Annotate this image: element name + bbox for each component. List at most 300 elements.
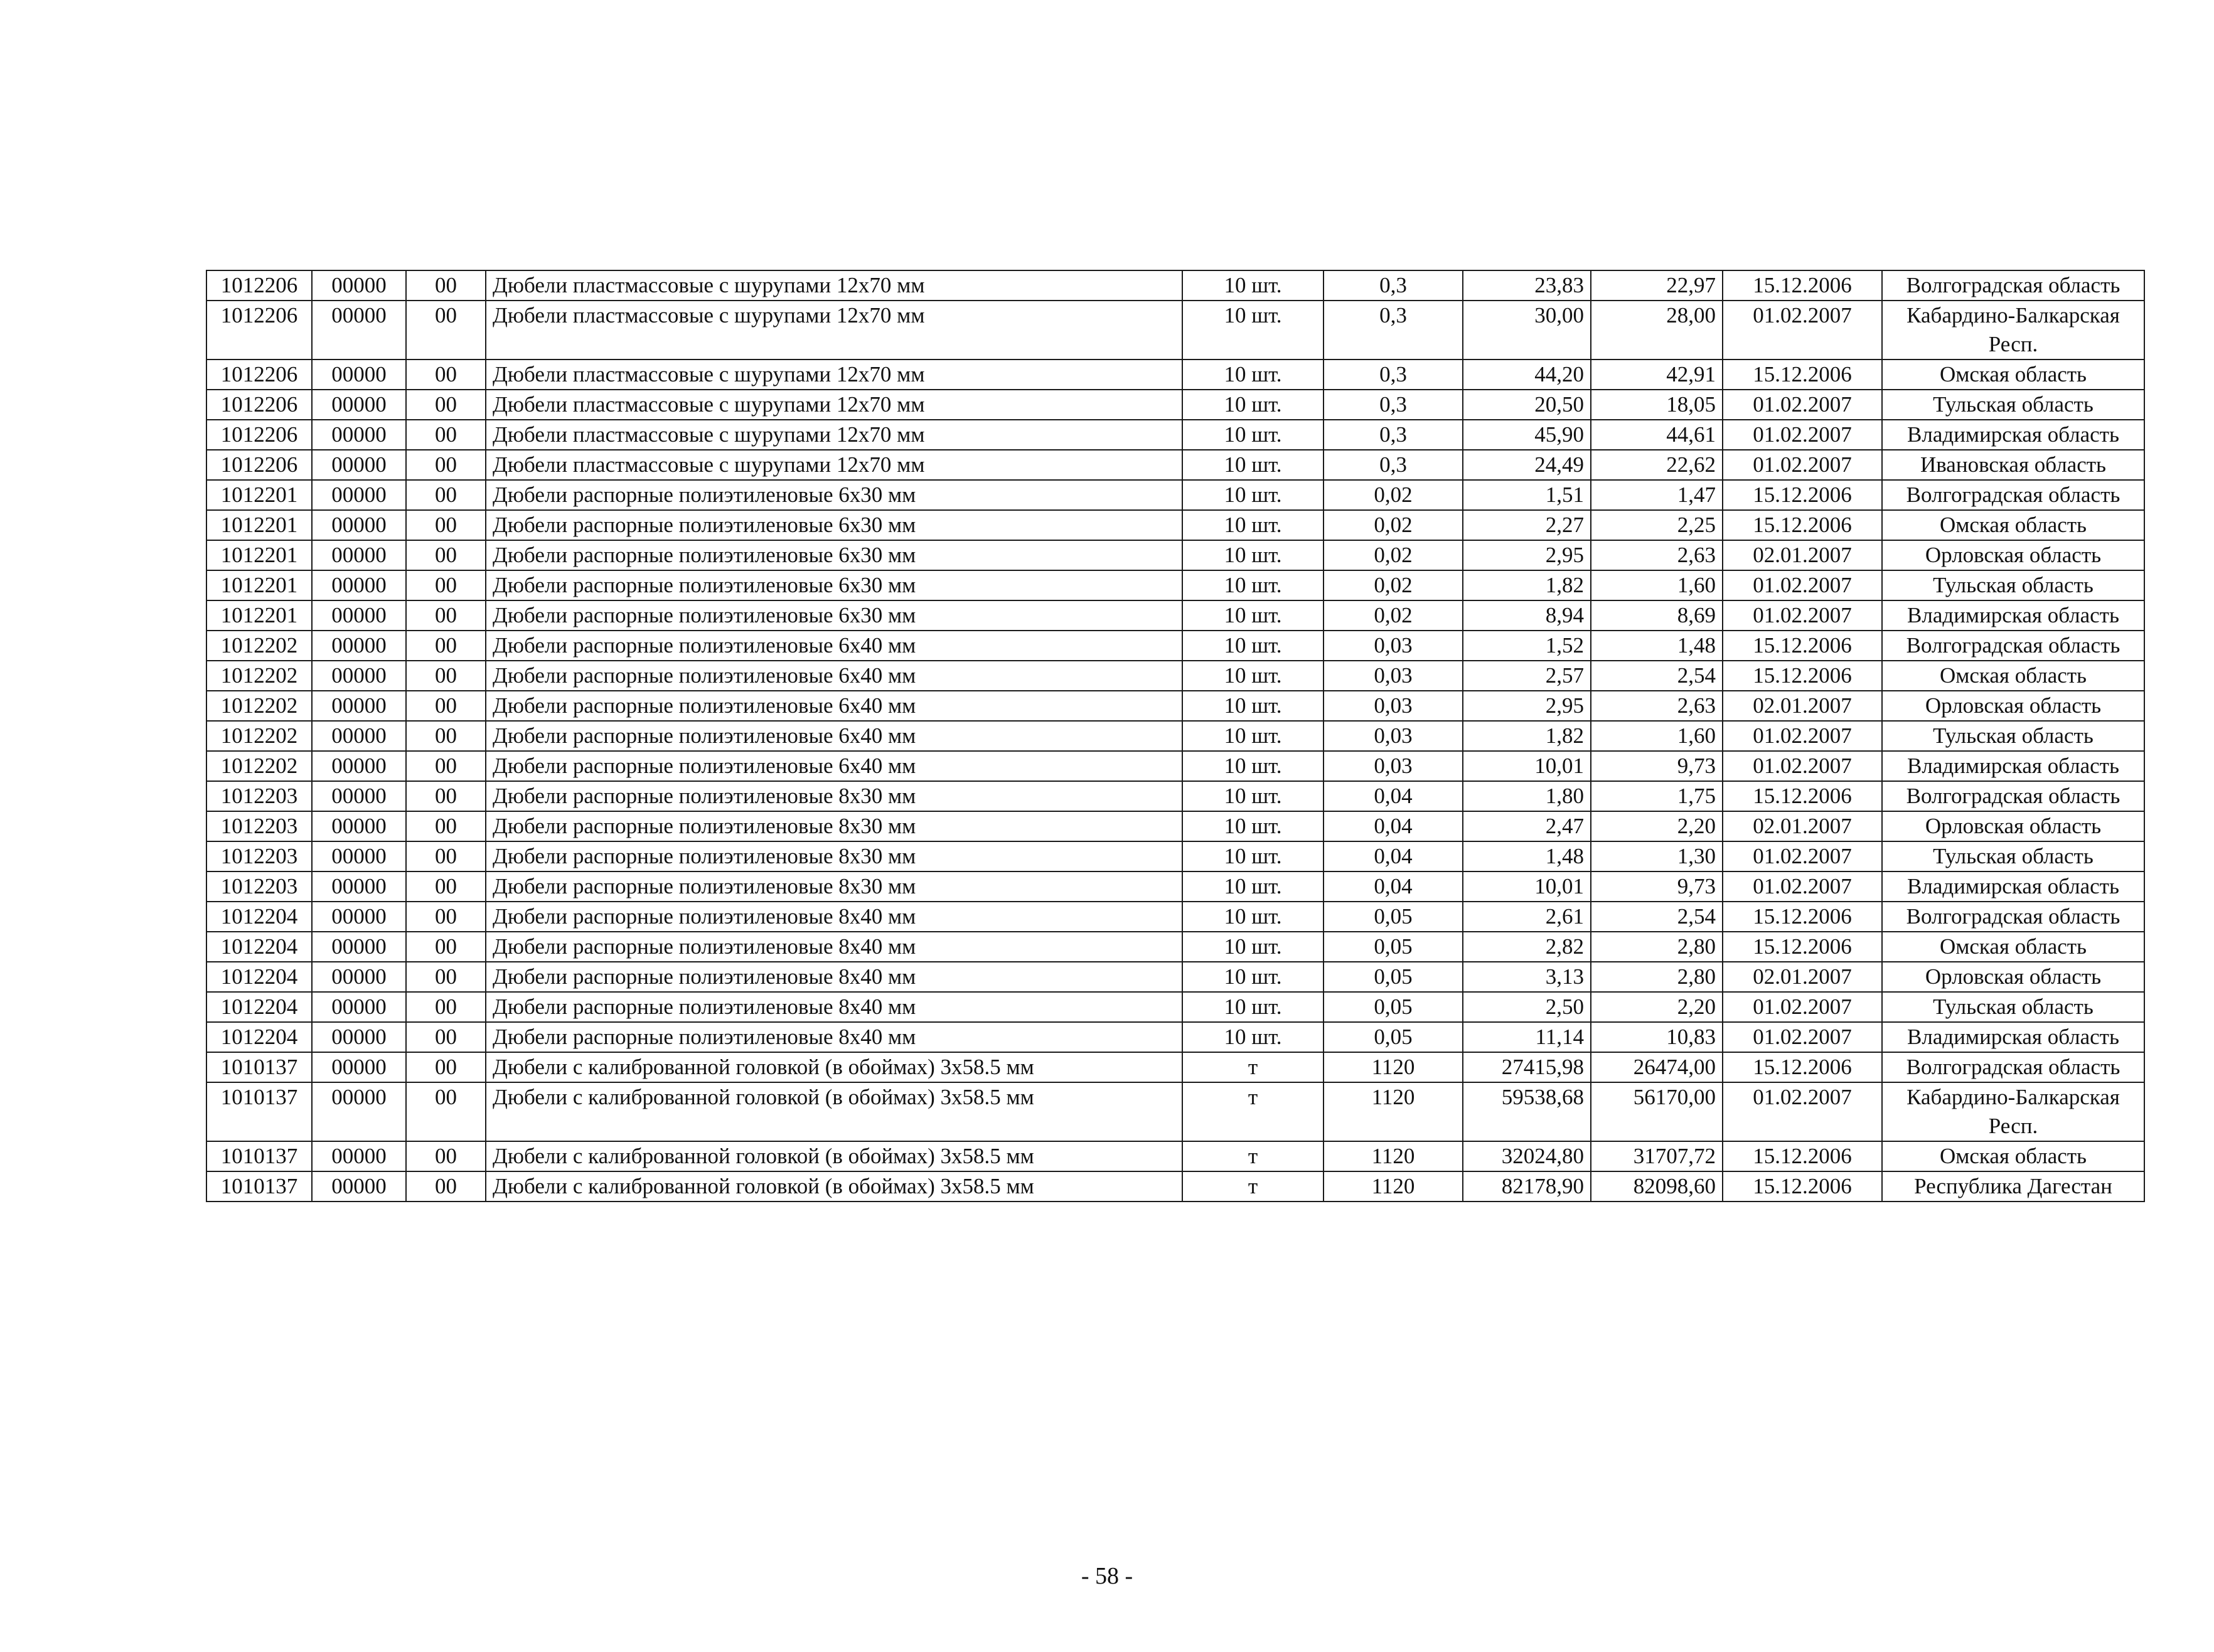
product-code-cell: 1012206	[206, 450, 312, 480]
date-cell: 15.12.2006	[1723, 510, 1882, 540]
price-without-vat-cell: 2,80	[1591, 962, 1723, 992]
price-with-vat-cell: 20,50	[1463, 390, 1591, 420]
weight-cell: 0,02	[1324, 540, 1463, 570]
unit-cell: 10 шт.	[1182, 480, 1324, 510]
region-cell: Владимирская область	[1882, 871, 2144, 902]
price-table	[206, 270, 2145, 1202]
sub-code-cell: 00000	[312, 450, 406, 480]
unit-cell: 10 шт.	[1182, 1022, 1324, 1052]
weight-cell: 0,02	[1324, 570, 1463, 600]
region-cell: Орловская область	[1882, 540, 2144, 570]
table-row	[206, 691, 2144, 721]
product-code-cell: 1012201	[206, 480, 312, 510]
unit-cell: 10 шт.	[1182, 932, 1324, 962]
date-cell: 15.12.2006	[1723, 631, 1882, 661]
date-cell: 01.02.2007	[1723, 570, 1882, 600]
unit-cell: 10 шт.	[1182, 841, 1324, 871]
product-code-cell: 1012206	[206, 360, 312, 390]
product-name-cell: Дюбели распорные полиэтиленовые 6х40 мм	[486, 721, 1182, 751]
weight-cell: 0,03	[1324, 691, 1463, 721]
price-with-vat-cell: 10,01	[1463, 751, 1591, 781]
weight-cell: 1120	[1324, 1141, 1463, 1171]
unit-cell: 10 шт.	[1182, 270, 1324, 301]
variant-code-cell: 00	[406, 841, 486, 871]
price-without-vat-cell: 1,60	[1591, 570, 1723, 600]
region-cell: Орловская область	[1882, 811, 2144, 841]
date-cell: 01.02.2007	[1723, 390, 1882, 420]
price-with-vat-cell: 45,90	[1463, 420, 1591, 450]
product-name-cell: Дюбели распорные полиэтиленовые 6х30 мм	[486, 480, 1182, 510]
product-name-cell: Дюбели пластмассовые с шурупами 12х70 мм	[486, 360, 1182, 390]
table-row	[206, 480, 2144, 510]
weight-cell: 0,02	[1324, 510, 1463, 540]
table-row	[206, 510, 2144, 540]
price-with-vat-cell: 59538,68	[1463, 1082, 1591, 1141]
weight-cell: 0,03	[1324, 751, 1463, 781]
table-row	[206, 902, 2144, 932]
price-without-vat-cell: 9,73	[1591, 751, 1723, 781]
product-code-cell: 1010137	[206, 1082, 312, 1141]
weight-cell: 0,05	[1324, 1022, 1463, 1052]
variant-code-cell: 00	[406, 510, 486, 540]
sub-code-cell: 00000	[312, 871, 406, 902]
product-name-cell: Дюбели пластмассовые с шурупами 12х70 мм	[486, 390, 1182, 420]
unit-cell: т	[1182, 1082, 1324, 1141]
sub-code-cell: 00000	[312, 721, 406, 751]
date-cell: 01.02.2007	[1723, 301, 1882, 360]
variant-code-cell: 00	[406, 1141, 486, 1171]
variant-code-cell: 00	[406, 751, 486, 781]
weight-cell: 0,02	[1324, 480, 1463, 510]
sub-code-cell: 00000	[312, 270, 406, 301]
product-code-cell: 1012204	[206, 1022, 312, 1052]
price-without-vat-cell: 1,48	[1591, 631, 1723, 661]
unit-cell: т	[1182, 1141, 1324, 1171]
table-row	[206, 841, 2144, 871]
price-without-vat-cell: 56170,00	[1591, 1082, 1723, 1141]
page-number: - 58 -	[1081, 1563, 1133, 1589]
price-with-vat-cell: 2,82	[1463, 932, 1591, 962]
region-cell: Тульская область	[1882, 721, 2144, 751]
product-code-cell: 1012203	[206, 811, 312, 841]
region-cell: Кабардино-Балкарская Респ.	[1882, 301, 2144, 360]
date-cell: 02.01.2007	[1723, 691, 1882, 721]
weight-cell: 0,05	[1324, 932, 1463, 962]
product-name-cell: Дюбели распорные полиэтиленовые 6х40 мм	[486, 751, 1182, 781]
product-name-cell: Дюбели пластмассовые с шурупами 12х70 мм	[486, 270, 1182, 301]
product-name-cell: Дюбели распорные полиэтиленовые 6х40 мм	[486, 691, 1182, 721]
date-cell: 01.02.2007	[1723, 992, 1882, 1022]
price-with-vat-cell: 3,13	[1463, 962, 1591, 992]
product-code-cell: 1012204	[206, 992, 312, 1022]
product-code-cell: 1012203	[206, 871, 312, 902]
region-cell: Орловская область	[1882, 691, 2144, 721]
table-row	[206, 1171, 2144, 1202]
region-cell: Омская область	[1882, 1141, 2144, 1171]
date-cell: 01.02.2007	[1723, 1022, 1882, 1052]
unit-cell: 10 шт.	[1182, 360, 1324, 390]
sub-code-cell: 00000	[312, 631, 406, 661]
product-name-cell: Дюбели распорные полиэтиленовые 6х40 мм	[486, 661, 1182, 691]
price-without-vat-cell: 44,61	[1591, 420, 1723, 450]
table-row	[206, 360, 2144, 390]
sub-code-cell: 00000	[312, 1141, 406, 1171]
region-cell: Владимирская область	[1882, 751, 2144, 781]
region-cell: Тульская область	[1882, 390, 2144, 420]
sub-code-cell: 00000	[312, 600, 406, 631]
unit-cell: 10 шт.	[1182, 570, 1324, 600]
sub-code-cell: 00000	[312, 1052, 406, 1082]
variant-code-cell: 00	[406, 301, 486, 360]
weight-cell: 0,3	[1324, 450, 1463, 480]
price-without-vat-cell: 1,75	[1591, 781, 1723, 811]
region-cell: Владимирская область	[1882, 1022, 2144, 1052]
date-cell: 15.12.2006	[1723, 661, 1882, 691]
sub-code-cell: 00000	[312, 962, 406, 992]
table-row	[206, 871, 2144, 902]
table-row	[206, 301, 2144, 360]
sub-code-cell: 00000	[312, 360, 406, 390]
product-name-cell: Дюбели распорные полиэтиленовые 8х40 мм	[486, 962, 1182, 992]
variant-code-cell: 00	[406, 480, 486, 510]
variant-code-cell: 00	[406, 631, 486, 661]
variant-code-cell: 00	[406, 691, 486, 721]
variant-code-cell: 00	[406, 270, 486, 301]
price-without-vat-cell: 2,80	[1591, 932, 1723, 962]
price-without-vat-cell: 2,54	[1591, 661, 1723, 691]
region-cell: Волгоградская область	[1882, 270, 2144, 301]
product-name-cell: Дюбели с калиброванной головкой (в обоймах) 3х58.5 мм	[486, 1082, 1182, 1141]
price-without-vat-cell: 26474,00	[1591, 1052, 1723, 1082]
date-cell: 15.12.2006	[1723, 360, 1882, 390]
price-with-vat-cell: 11,14	[1463, 1022, 1591, 1052]
product-code-cell: 1010137	[206, 1171, 312, 1202]
price-without-vat-cell: 1,47	[1591, 480, 1723, 510]
region-cell: Тульская область	[1882, 570, 2144, 600]
weight-cell: 0,04	[1324, 811, 1463, 841]
region-cell: Омская область	[1882, 510, 2144, 540]
price-without-vat-cell: 2,20	[1591, 811, 1723, 841]
table-row	[206, 450, 2144, 480]
price-without-vat-cell: 82098,60	[1591, 1171, 1723, 1202]
variant-code-cell: 00	[406, 540, 486, 570]
product-name-cell: Дюбели распорные полиэтиленовые 8х40 мм	[486, 902, 1182, 932]
date-cell: 02.01.2007	[1723, 962, 1882, 992]
weight-cell: 0,05	[1324, 902, 1463, 932]
price-with-vat-cell: 1,52	[1463, 631, 1591, 661]
table-row	[206, 540, 2144, 570]
table-row	[206, 661, 2144, 691]
variant-code-cell: 00	[406, 420, 486, 450]
weight-cell: 0,04	[1324, 841, 1463, 871]
weight-cell: 1120	[1324, 1171, 1463, 1202]
date-cell: 01.02.2007	[1723, 721, 1882, 751]
product-code-cell: 1012202	[206, 691, 312, 721]
sub-code-cell: 00000	[312, 301, 406, 360]
sub-code-cell: 00000	[312, 691, 406, 721]
price-with-vat-cell: 2,95	[1463, 691, 1591, 721]
region-cell: Омская область	[1882, 932, 2144, 962]
unit-cell: 10 шт.	[1182, 811, 1324, 841]
variant-code-cell: 00	[406, 1082, 486, 1141]
price-with-vat-cell: 32024,80	[1463, 1141, 1591, 1171]
product-code-cell: 1012201	[206, 540, 312, 570]
weight-cell: 1120	[1324, 1082, 1463, 1141]
product-code-cell: 1010137	[206, 1052, 312, 1082]
table-row	[206, 1052, 2144, 1082]
variant-code-cell: 00	[406, 1171, 486, 1202]
unit-cell: 10 шт.	[1182, 691, 1324, 721]
product-name-cell: Дюбели распорные полиэтиленовые 6х30 мм	[486, 600, 1182, 631]
unit-cell: 10 шт.	[1182, 902, 1324, 932]
variant-code-cell: 00	[406, 390, 486, 420]
product-name-cell: Дюбели распорные полиэтиленовые 8х30 мм	[486, 811, 1182, 841]
weight-cell: 0,03	[1324, 631, 1463, 661]
product-name-cell: Дюбели с калиброванной головкой (в обоймах) 3х58.5 мм	[486, 1141, 1182, 1171]
unit-cell: 10 шт.	[1182, 510, 1324, 540]
region-cell: Тульская область	[1882, 841, 2144, 871]
price-with-vat-cell: 2,47	[1463, 811, 1591, 841]
price-without-vat-cell: 31707,72	[1591, 1141, 1723, 1171]
table-row	[206, 781, 2144, 811]
region-cell: Орловская область	[1882, 962, 2144, 992]
product-name-cell: Дюбели распорные полиэтиленовые 6х30 мм	[486, 540, 1182, 570]
date-cell: 01.02.2007	[1723, 751, 1882, 781]
variant-code-cell: 00	[406, 811, 486, 841]
date-cell: 15.12.2006	[1723, 270, 1882, 301]
product-code-cell: 1012206	[206, 390, 312, 420]
weight-cell: 0,03	[1324, 661, 1463, 691]
product-code-cell: 1012206	[206, 270, 312, 301]
region-cell: Волгоградская область	[1882, 480, 2144, 510]
price-with-vat-cell: 2,50	[1463, 992, 1591, 1022]
price-with-vat-cell: 8,94	[1463, 600, 1591, 631]
product-code-cell: 1012202	[206, 751, 312, 781]
weight-cell: 0,3	[1324, 270, 1463, 301]
region-cell: Тульская область	[1882, 992, 2144, 1022]
price-without-vat-cell: 18,05	[1591, 390, 1723, 420]
product-code-cell: 1012201	[206, 510, 312, 540]
weight-cell: 0,3	[1324, 301, 1463, 360]
weight-cell: 0,05	[1324, 962, 1463, 992]
price-with-vat-cell: 30,00	[1463, 301, 1591, 360]
table-row	[206, 1141, 2144, 1171]
sub-code-cell: 00000	[312, 841, 406, 871]
date-cell: 01.02.2007	[1723, 871, 1882, 902]
variant-code-cell: 00	[406, 1022, 486, 1052]
region-cell: Кабардино-Балкарская Респ.	[1882, 1082, 2144, 1141]
table-row	[206, 1022, 2144, 1052]
product-code-cell: 1012202	[206, 661, 312, 691]
variant-code-cell: 00	[406, 902, 486, 932]
variant-code-cell: 00	[406, 600, 486, 631]
table-row	[206, 570, 2144, 600]
price-with-vat-cell: 44,20	[1463, 360, 1591, 390]
product-name-cell: Дюбели распорные полиэтиленовые 6х30 мм	[486, 570, 1182, 600]
table-row	[206, 962, 2144, 992]
table-row	[206, 751, 2144, 781]
variant-code-cell: 00	[406, 570, 486, 600]
variant-code-cell: 00	[406, 661, 486, 691]
variant-code-cell: 00	[406, 1052, 486, 1082]
product-code-cell: 1012203	[206, 781, 312, 811]
price-with-vat-cell: 2,27	[1463, 510, 1591, 540]
sub-code-cell: 00000	[312, 1082, 406, 1141]
product-code-cell: 1010137	[206, 1141, 312, 1171]
price-without-vat-cell: 10,83	[1591, 1022, 1723, 1052]
product-code-cell: 1012201	[206, 570, 312, 600]
price-with-vat-cell: 1,48	[1463, 841, 1591, 871]
product-name-cell: Дюбели распорные полиэтиленовые 6х30 мм	[486, 510, 1182, 540]
product-code-cell: 1012202	[206, 631, 312, 661]
price-without-vat-cell: 1,60	[1591, 721, 1723, 751]
sub-code-cell: 00000	[312, 902, 406, 932]
date-cell: 01.02.2007	[1723, 450, 1882, 480]
product-code-cell: 1012203	[206, 841, 312, 871]
unit-cell: т	[1182, 1171, 1324, 1202]
table-row	[206, 811, 2144, 841]
date-cell: 02.01.2007	[1723, 540, 1882, 570]
product-code-cell: 1012202	[206, 721, 312, 751]
weight-cell: 0,03	[1324, 721, 1463, 751]
variant-code-cell: 00	[406, 962, 486, 992]
price-with-vat-cell: 2,95	[1463, 540, 1591, 570]
date-cell: 01.02.2007	[1723, 420, 1882, 450]
price-with-vat-cell: 1,51	[1463, 480, 1591, 510]
weight-cell: 0,05	[1324, 992, 1463, 1022]
sub-code-cell: 00000	[312, 570, 406, 600]
date-cell: 01.02.2007	[1723, 841, 1882, 871]
table-row	[206, 631, 2144, 661]
price-with-vat-cell: 23,83	[1463, 270, 1591, 301]
date-cell: 15.12.2006	[1723, 480, 1882, 510]
sub-code-cell: 00000	[312, 540, 406, 570]
sub-code-cell: 00000	[312, 661, 406, 691]
variant-code-cell: 00	[406, 360, 486, 390]
weight-cell: 0,3	[1324, 390, 1463, 420]
product-name-cell: Дюбели пластмассовые с шурупами 12х70 мм	[486, 301, 1182, 360]
product-name-cell: Дюбели распорные полиэтиленовые 6х40 мм	[486, 631, 1182, 661]
price-with-vat-cell: 2,57	[1463, 661, 1591, 691]
weight-cell: 0,04	[1324, 781, 1463, 811]
price-without-vat-cell: 28,00	[1591, 301, 1723, 360]
price-with-vat-cell: 1,82	[1463, 721, 1591, 751]
product-name-cell: Дюбели распорные полиэтиленовые 8х30 мм	[486, 841, 1182, 871]
product-code-cell: 1012204	[206, 962, 312, 992]
price-with-vat-cell: 82178,90	[1463, 1171, 1591, 1202]
table-row	[206, 270, 2144, 301]
region-cell: Владимирская область	[1882, 600, 2144, 631]
sub-code-cell: 00000	[312, 1022, 406, 1052]
unit-cell: 10 шт.	[1182, 962, 1324, 992]
region-cell: Волгоградская область	[1882, 781, 2144, 811]
unit-cell: 10 шт.	[1182, 751, 1324, 781]
product-code-cell: 1012206	[206, 420, 312, 450]
date-cell: 15.12.2006	[1723, 932, 1882, 962]
table-row	[206, 600, 2144, 631]
product-name-cell: Дюбели с калиброванной головкой (в обоймах) 3х58.5 мм	[486, 1052, 1182, 1082]
unit-cell: 10 шт.	[1182, 390, 1324, 420]
sub-code-cell: 00000	[312, 1171, 406, 1202]
variant-code-cell: 00	[406, 992, 486, 1022]
unit-cell: 10 шт.	[1182, 781, 1324, 811]
product-name-cell: Дюбели распорные полиэтиленовые 8х40 мм	[486, 1022, 1182, 1052]
weight-cell: 0,3	[1324, 420, 1463, 450]
date-cell: 15.12.2006	[1723, 1052, 1882, 1082]
product-name-cell: Дюбели распорные полиэтиленовые 8х40 мм	[486, 992, 1182, 1022]
product-name-cell: Дюбели пластмассовые с шурупами 12х70 мм	[486, 450, 1182, 480]
price-without-vat-cell: 8,69	[1591, 600, 1723, 631]
variant-code-cell: 00	[406, 781, 486, 811]
unit-cell: 10 шт.	[1182, 661, 1324, 691]
product-name-cell: Дюбели распорные полиэтиленовые 8х40 мм	[486, 932, 1182, 962]
price-without-vat-cell: 42,91	[1591, 360, 1723, 390]
price-with-vat-cell: 10,01	[1463, 871, 1591, 902]
sub-code-cell: 00000	[312, 932, 406, 962]
table-row	[206, 420, 2144, 450]
unit-cell: т	[1182, 1052, 1324, 1082]
date-cell: 15.12.2006	[1723, 1171, 1882, 1202]
unit-cell: 10 шт.	[1182, 600, 1324, 631]
date-cell: 02.01.2007	[1723, 811, 1882, 841]
price-without-vat-cell: 2,20	[1591, 992, 1723, 1022]
product-code-cell: 1012201	[206, 600, 312, 631]
product-name-cell: Дюбели распорные полиэтиленовые 8х30 мм	[486, 781, 1182, 811]
price-without-vat-cell: 2,25	[1591, 510, 1723, 540]
price-with-vat-cell: 24,49	[1463, 450, 1591, 480]
sub-code-cell: 00000	[312, 811, 406, 841]
price-without-vat-cell: 22,97	[1591, 270, 1723, 301]
date-cell: 01.02.2007	[1723, 1082, 1882, 1141]
product-name-cell: Дюбели распорные полиэтиленовые 8х30 мм	[486, 871, 1182, 902]
variant-code-cell: 00	[406, 932, 486, 962]
variant-code-cell: 00	[406, 721, 486, 751]
price-without-vat-cell: 2,63	[1591, 540, 1723, 570]
table-row	[206, 932, 2144, 962]
region-cell: Ивановская область	[1882, 450, 2144, 480]
weight-cell: 0,02	[1324, 600, 1463, 631]
table-row	[206, 1082, 2144, 1141]
weight-cell: 0,3	[1324, 360, 1463, 390]
date-cell: 15.12.2006	[1723, 902, 1882, 932]
product-name-cell: Дюбели пластмассовые с шурупами 12х70 мм	[486, 420, 1182, 450]
sub-code-cell: 00000	[312, 781, 406, 811]
unit-cell: 10 шт.	[1182, 992, 1324, 1022]
price-with-vat-cell: 1,82	[1463, 570, 1591, 600]
price-without-vat-cell: 9,73	[1591, 871, 1723, 902]
weight-cell: 0,04	[1324, 871, 1463, 902]
price-without-vat-cell: 2,54	[1591, 902, 1723, 932]
price-with-vat-cell: 2,61	[1463, 902, 1591, 932]
variant-code-cell: 00	[406, 450, 486, 480]
price-without-vat-cell: 2,63	[1591, 691, 1723, 721]
price-without-vat-cell: 1,30	[1591, 841, 1723, 871]
region-cell: Волгоградская область	[1882, 631, 2144, 661]
price-with-vat-cell: 27415,98	[1463, 1052, 1591, 1082]
product-name-cell: Дюбели с калиброванной головкой (в обоймах) 3х58.5 мм	[486, 1171, 1182, 1202]
table-row	[206, 390, 2144, 420]
table-row	[206, 992, 2144, 1022]
unit-cell: 10 шт.	[1182, 420, 1324, 450]
region-cell: Омская область	[1882, 360, 2144, 390]
table-body	[206, 270, 2144, 1202]
unit-cell: 10 шт.	[1182, 871, 1324, 902]
price-without-vat-cell: 22,62	[1591, 450, 1723, 480]
unit-cell: 10 шт.	[1182, 540, 1324, 570]
unit-cell: 10 шт.	[1182, 631, 1324, 661]
product-code-cell: 1012204	[206, 932, 312, 962]
weight-cell: 1120	[1324, 1052, 1463, 1082]
